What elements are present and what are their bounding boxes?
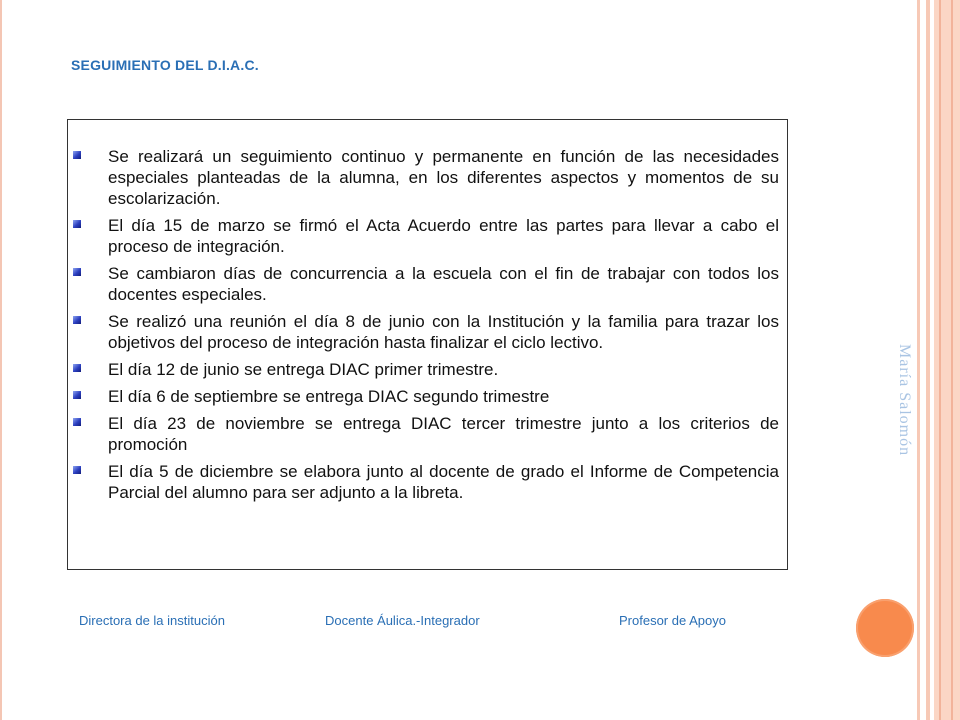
list-item-text: El día 12 de junio se entrega DIAC primer trimestre.	[108, 360, 499, 379]
square-bullet-icon	[73, 391, 81, 399]
list-item	[73, 215, 779, 257]
signature-support: Profesor de Apoyo	[619, 613, 726, 628]
list-item-text: Se cambiaron días de concurrencia a la escuela con el fin de trabajar con todos los docentes especiales.	[108, 264, 779, 304]
left-edge-line	[0, 0, 2, 720]
square-bullet-icon	[73, 466, 81, 474]
orange-circle-decoration	[856, 599, 914, 657]
list-item-text: Se realizará un seguimiento continuo y permanente en función de las necesidades especiales planteadas de la alumna, en los diferentes aspectos y momentos de su escolarización.	[108, 147, 779, 208]
list-item	[73, 263, 779, 305]
square-bullet-icon	[73, 418, 81, 426]
list-item	[73, 413, 779, 455]
square-bullet-icon	[73, 364, 81, 372]
signature-teacher: Docente Áulica.-Integrador	[325, 613, 480, 628]
decor-stripe	[917, 0, 920, 720]
list-item-text: El día 5 de diciembre se elabora junto al docente de grado el Informe de Competencia Parcial del alumno para ser adjunto a la libreta.	[108, 462, 779, 502]
list-item	[73, 386, 779, 407]
author-name: María Salomón	[896, 344, 913, 457]
square-bullet-icon	[73, 151, 81, 159]
list-item-text: Se realizó una reunión el día 8 de junio con la Institución y la familia para trazar los objetivos del proceso de integración hasta finalizar el ciclo lectivo.	[108, 312, 779, 352]
list-item	[73, 146, 779, 209]
list-item-text: El día 23 de noviembre se entrega DIAC tercer trimestre junto a los criterios de promoción	[108, 414, 779, 454]
decor-stripe	[934, 0, 960, 720]
list-item	[73, 311, 779, 353]
square-bullet-icon	[73, 316, 81, 324]
list-item-text: El día 6 de septiembre se entrega DIAC segundo trimestre	[108, 387, 550, 406]
decor-stripe	[926, 0, 930, 720]
square-bullet-icon	[73, 268, 81, 276]
decor-stripe	[951, 0, 953, 720]
list-item	[73, 461, 779, 503]
list-item-text: El día 15 de marzo se firmó el Acta Acuerdo entre las partes para llevar a cabo el proceso de integración.	[108, 216, 779, 256]
signature-director: Directora de la institución	[79, 613, 225, 628]
decor-stripe	[939, 0, 941, 720]
bullet-list	[73, 146, 779, 509]
list-item	[73, 359, 779, 380]
page-title: SEGUIMIENTO DEL D.I.A.C.	[71, 57, 259, 73]
square-bullet-icon	[73, 220, 81, 228]
